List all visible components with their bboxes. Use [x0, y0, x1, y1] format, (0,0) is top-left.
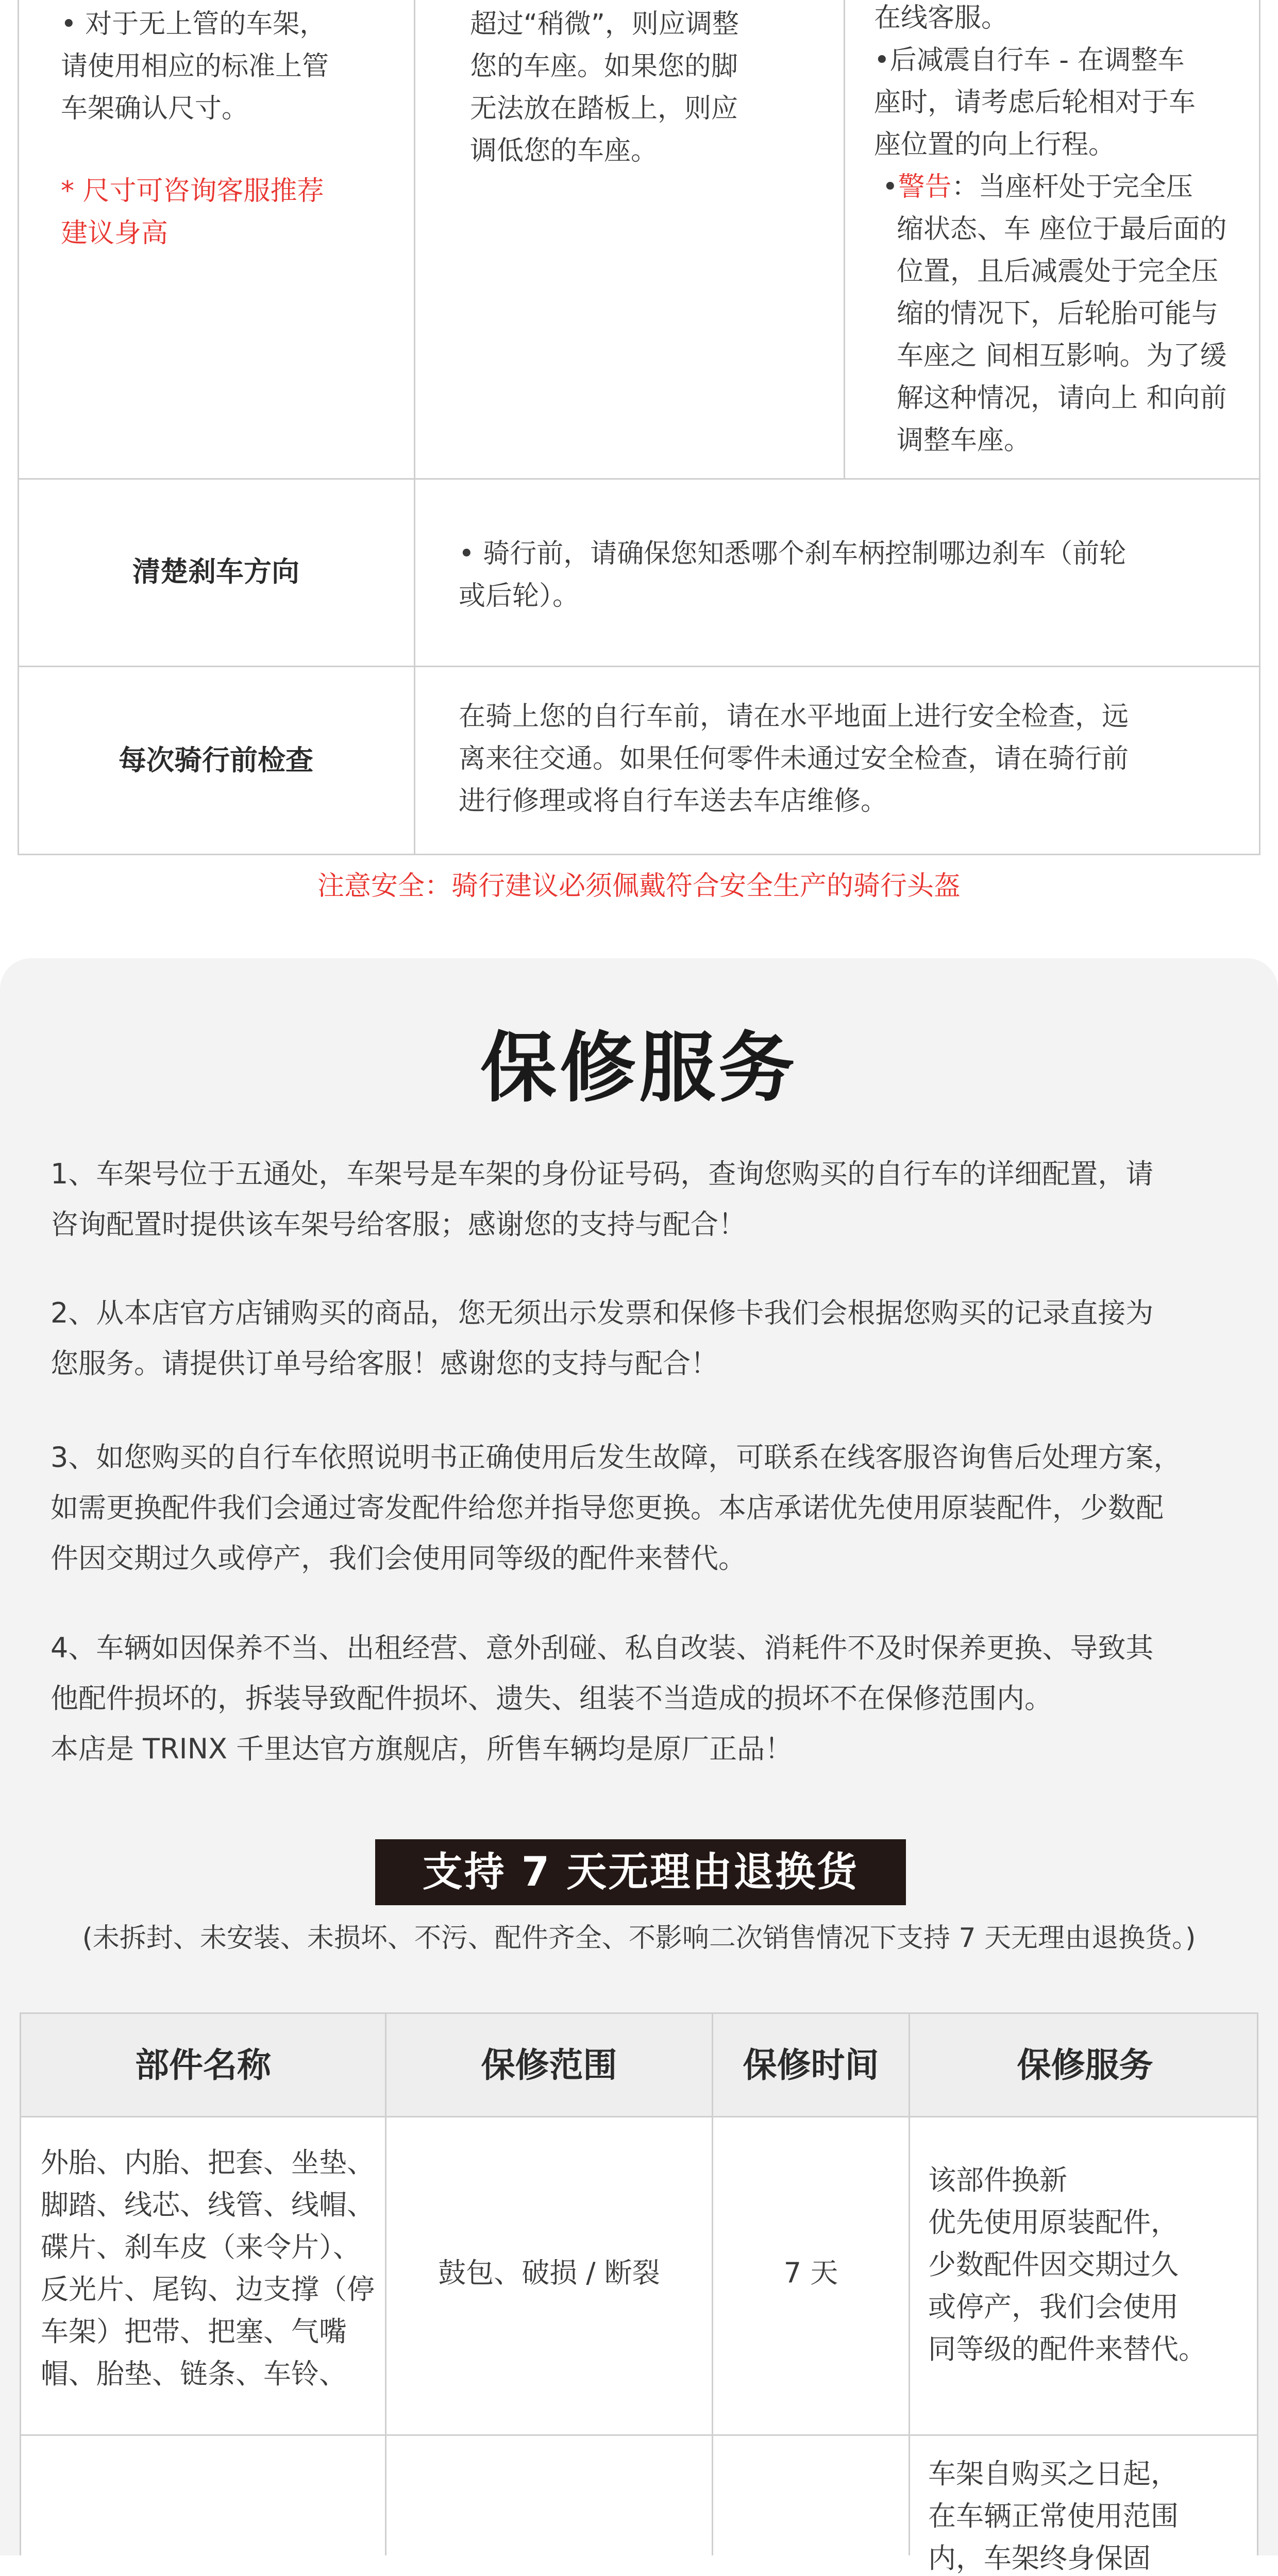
- return-policy-note: (未拆封、未安装、未损坏、不污、配件齐全、不影响二次销售情况下支持 7 天无理由退换货。): [82, 1923, 1196, 1954]
- row-divider: [21, 2434, 1257, 2436]
- warranty-paragraph-3: 3、如您购买的自行车依照说明书正确使用后发生故障，可联系在线客服咨询售后处理方案， 如需更换配件我们会通过寄发配件给您并指导您更换。本店承诺优先使用原装配件，少数配 件因交期过久或停产，我们会使用同等级的配件来替代。: [51, 1441, 1182, 1574]
- rear-suspension-text: 在线客服。 •后减震自行车 - 在调整车 座时，请考虑后轮相对于车 座位置的向上行程。: [874, 3, 1196, 160]
- pre-ride-check-label: 每次骑行前检查: [119, 744, 313, 776]
- row1-warranty-scope: 鼓包、破损 / 断裂: [438, 2257, 660, 2289]
- warranty-paragraph-4: 4、车辆如因保养不当、出租经营、意外刮碰、私自改装、消耗件不及时保养更换、导致其 他配件损坏的，拆装导致配件损坏、遗失、组装不当造成的损坏不在保修范围内。 本店是 TRINX 千里达官方旗舰店，所售车辆均是原厂正品！: [51, 1632, 1154, 1765]
- row2-warranty-service: 车架自购买之日起， 在车辆正常使用范围 内，车架终身保固: [928, 2458, 1179, 2574]
- row-divider: [19, 666, 1259, 667]
- column-divider: [414, 479, 415, 855]
- header-part-name: 部件名称: [135, 2045, 271, 2085]
- header-warranty-service: 保修服务: [1017, 2045, 1153, 2085]
- return-policy-badge: 支持 7 天无理由退换货: [375, 1839, 906, 1905]
- column-divider: [414, 0, 415, 479]
- row1-warranty-period: 7 天: [783, 2257, 838, 2289]
- pre-ride-check-text: 在骑上您的自行车前，请在水平地面上进行安全检查，远 离来往交通。如果任何零件未通过安全检查，请在骑行前 进行修理或将自行车送去车店维修。: [459, 701, 1129, 817]
- size-consult-note: * 尺寸可咨询客服推荐 建议身高: [61, 176, 324, 249]
- warranty-paragraph-1: 1、车架号位于五通处，车架号是车架的身份证号码，查询您购买的自行车的详细配置，请 咨询配置时提供该车架号给客服；感谢您的支持与配合！: [51, 1158, 1154, 1241]
- brake-direction-text: • 骑行前，请确保您知悉哪个刹车柄控制哪边刹车（前轮 或后轮）。: [459, 538, 1126, 612]
- helmet-safety-note: 注意安全：骑行建议必须佩戴符合安全生产的骑行头盔: [317, 871, 961, 902]
- warning-label: 警告: [898, 172, 952, 202]
- row1-part-names: 外胎、内胎、把套、坐垫、 脚踏、线芯、线管、线帽、 碟片、刹车皮（来令片）、 反光片、尾钩、边支撑（停 车架）把带、把塞、气嘴 帽、胎垫、链条、车铃、: [41, 2146, 375, 2390]
- header-warranty-scope: 保修范围: [481, 2045, 617, 2085]
- warranty-table: [20, 2012, 1258, 2574]
- row1-warranty-service: 该部件换新 优先使用原装配件， 少数配件因交期过久 或停产，我们会使用 同等级的配件来替代。: [928, 2164, 1206, 2365]
- warranty-title: 保修服务: [480, 1024, 798, 1112]
- seat-adjust-text: 超过“稍微”，则应调整 您的车座。如果您的脚 无法放在踏板上，则应 调低您的车座。: [470, 9, 739, 166]
- row-divider: [19, 478, 1259, 480]
- frame-size-text: • 对于无上管的车架， 请使用相应的标准上管 车架确认尺寸。: [61, 9, 329, 124]
- column-divider: [844, 0, 845, 479]
- warning-text: •警告：当座杆处于完全压 缩状态、车 座位于最后面的 位置，且后减震处于完全压 缩的情况下，后轮胎可能与 车座之 间相互影响。为了缓 解这种情况，请向上 和向前 调整车座。: [882, 172, 1227, 456]
- warranty-paragraph-2: 2、从本店官方店铺购买的商品，您无须出示发票和保修卡我们会根据您购买的记录直接为 您服务。请提供订单号给客服！感谢您的支持与配合！: [51, 1297, 1154, 1380]
- header-warranty-period: 保修时间: [743, 2045, 879, 2085]
- brake-direction-label: 清楚刹车方向: [132, 555, 299, 588]
